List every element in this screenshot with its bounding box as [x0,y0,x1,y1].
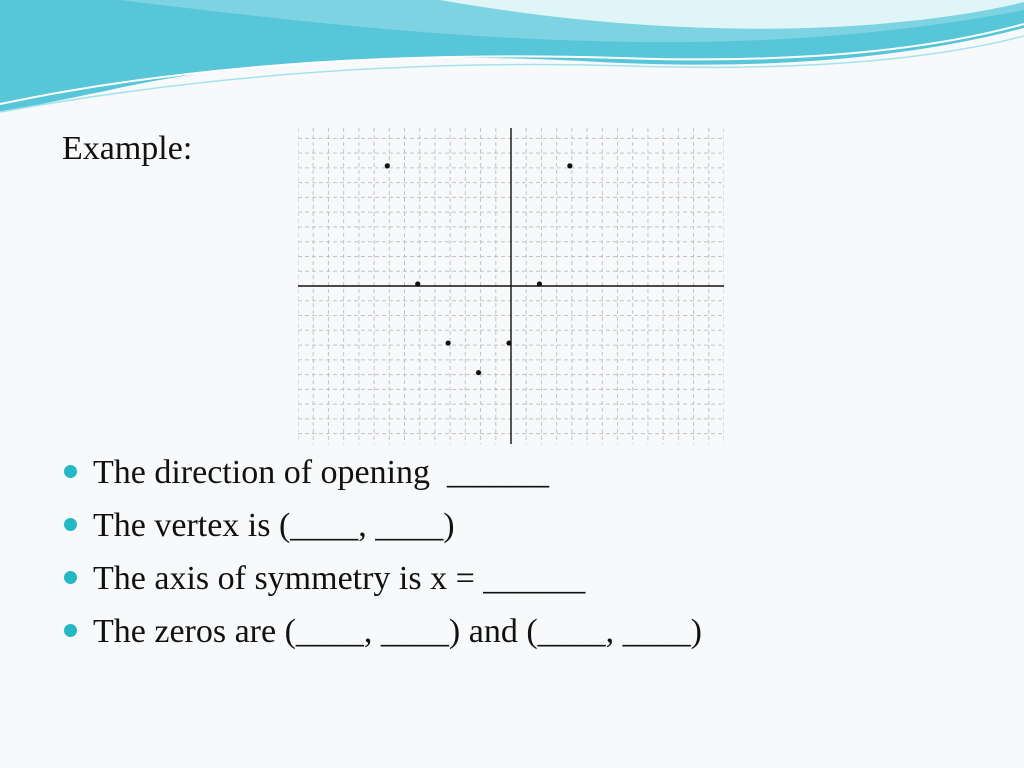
bullet-list [64,446,702,658]
bullet-direction-of-opening [64,446,702,499]
bullet-text: The zeros are (____, ____) and (____, ____) [93,613,702,650]
coordinate-grid [298,128,724,444]
example-heading: Example: [62,130,193,167]
data-point [567,163,572,168]
bullet-zeros [64,605,702,658]
data-point [506,340,511,345]
bullet-axis-of-symmetry [64,552,702,605]
data-point [446,340,451,345]
bullet-dot-icon [64,518,77,531]
bullet-text: The axis of symmetry is x = ______ [93,560,586,597]
data-point [415,281,420,286]
data-point [537,281,542,286]
bullet-text: The vertex is (____, ____) [93,507,455,544]
bullet-vertex [64,499,702,552]
bullet-dot-icon [64,624,77,637]
data-point [476,370,481,375]
header-wave-decoration [0,0,1024,130]
data-point [385,163,390,168]
bullet-dot-icon [64,571,77,584]
bullet-dot-icon [64,465,77,478]
bullet-text: The direction of opening ______ [93,454,550,491]
